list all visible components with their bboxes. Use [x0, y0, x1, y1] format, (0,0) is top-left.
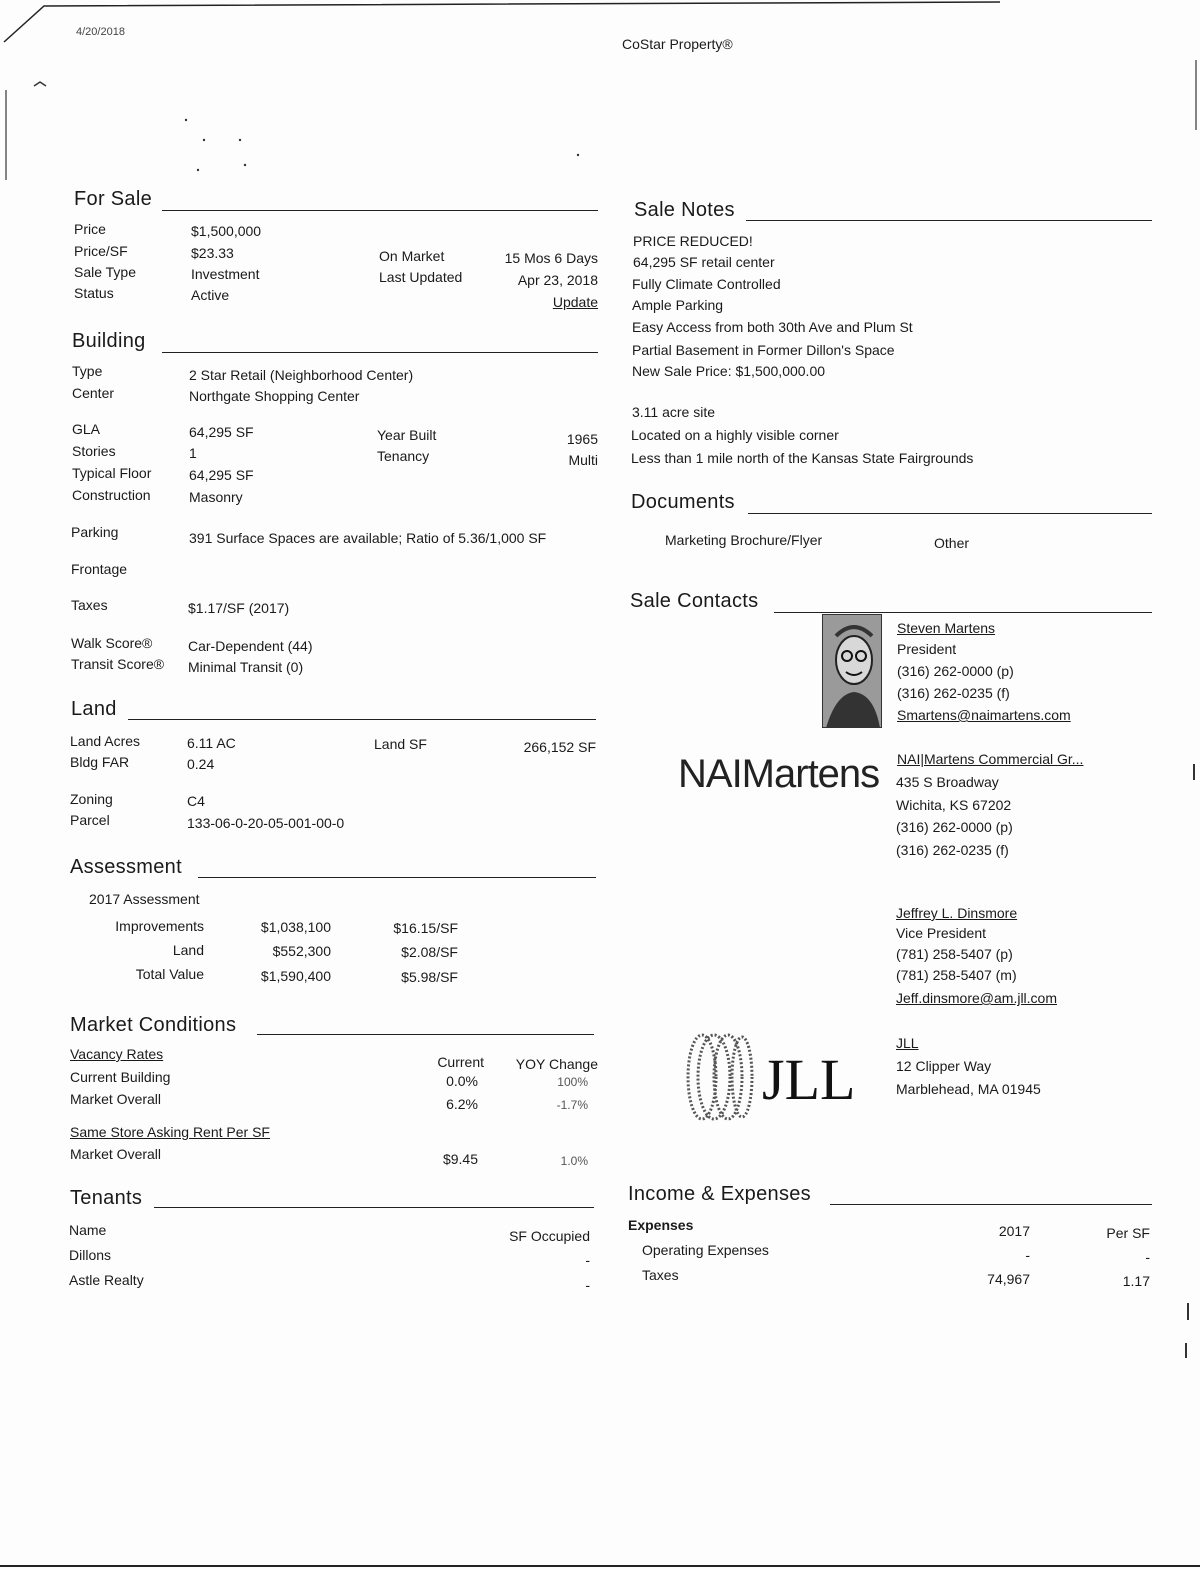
section-rule — [774, 612, 1152, 613]
label-gla: GLA — [72, 421, 101, 437]
contact1-title: President — [897, 641, 957, 657]
company2-address2: Marblehead, MA 01945 — [896, 1081, 1041, 1097]
vacancy-row-label: Market Overall — [70, 1091, 162, 1107]
section-rule — [748, 513, 1152, 514]
label-frontage: Frontage — [71, 561, 128, 577]
sale-note-line: Easy Access from both 30th Ave and Plum St — [632, 319, 913, 335]
label-typical-floor: Typical Floor — [72, 465, 152, 481]
value-year-built: 1965 — [566, 431, 598, 447]
value-price-sf: $23.33 — [191, 245, 234, 261]
assessment-per-sf: $2.08/SF — [401, 944, 458, 960]
assessment-per-sf: $5.98/SF — [401, 969, 458, 985]
expense-row-label: Operating Expenses — [642, 1242, 769, 1258]
label-status: Status — [74, 285, 114, 301]
sale-note-line: Located on a highly visible corner — [631, 427, 839, 443]
assessment-label: Improvements — [115, 918, 204, 934]
section-heading-documents: Documents — [631, 491, 735, 513]
label-price-sf: Price/SF — [74, 243, 128, 259]
value-status: Active — [191, 287, 230, 303]
assessment-label: Total Value — [135, 966, 204, 982]
contact2-name[interactable]: Jeffrey L. Dinsmore — [896, 905, 1018, 921]
app-title: CoStar Property® — [622, 36, 733, 52]
assessment-value: $552,300 — [272, 943, 331, 959]
section-heading-assessment: Assessment — [70, 856, 182, 878]
section-rule — [746, 220, 1152, 221]
value-stories: 1 — [189, 445, 197, 461]
value-walk-score: Car-Dependent (44) — [188, 638, 313, 654]
section-heading-income-expenses: Income & Expenses — [628, 1183, 811, 1205]
value-zoning: C4 — [187, 793, 205, 809]
value-land-acres: 6.11 AC — [187, 735, 236, 751]
vacancy-row-current: 6.2% — [446, 1096, 478, 1112]
label-parking: Parking — [71, 524, 119, 540]
section-rule — [830, 1204, 1152, 1205]
sale-note-line: Fully Climate Controlled — [632, 276, 781, 292]
company2-name[interactable]: JLL — [896, 1035, 919, 1051]
section-heading-for-sale: For Sale — [74, 188, 152, 210]
label-taxes: Taxes — [71, 597, 108, 613]
value-center: Northgate Shopping Center — [189, 388, 360, 404]
expenses-col-per-sf: Per SF — [1106, 1225, 1150, 1241]
assessment-per-sf: $16.15/SF — [393, 920, 458, 936]
value-gla: 64,295 SF — [189, 424, 254, 440]
sale-note-line: Partial Basement in Former Dillon's Space — [632, 342, 895, 358]
expenses-col-label: Expenses — [628, 1217, 694, 1233]
value-transit-score: Minimal Transit (0) — [188, 659, 304, 675]
tenant-sf: - — [585, 1277, 590, 1293]
contact1-email[interactable]: Smartens@naimartens.com — [897, 707, 1071, 723]
value-bldg-far: 0.24 — [187, 756, 215, 772]
scan-date: 4/20/2018 — [76, 26, 125, 38]
sale-note-line: 3.11 acre site — [632, 404, 716, 420]
vacancy-row-label: Current Building — [70, 1069, 171, 1085]
value-land-sf: 266,152 SF — [523, 739, 596, 755]
label-transit-score: Transit Score® — [71, 656, 165, 672]
section-heading-building: Building — [72, 330, 146, 352]
col-yoy-change: YOY Change — [515, 1056, 598, 1072]
vacancy-row-yoy: 100% — [557, 1075, 588, 1089]
contact2-title: Vice President — [896, 925, 987, 941]
expense-row-per-sf: - — [1145, 1249, 1150, 1265]
company1-phone: (316) 262-0000 (p) — [896, 819, 1013, 835]
expense-row-per-sf: 1.17 — [1122, 1273, 1150, 1289]
section-heading-sale-notes: Sale Notes — [634, 199, 735, 221]
section-rule — [162, 210, 598, 211]
tenant-name: Astle Realty — [69, 1272, 144, 1288]
label-construction: Construction — [72, 487, 151, 503]
value-sale-type: Investment — [191, 266, 260, 282]
sale-note-line: Ample Parking — [632, 297, 724, 313]
vacancy-rates-title: Vacancy Rates — [70, 1046, 164, 1062]
jll-logo-text: JLL — [762, 1047, 856, 1112]
assessment-label: Land — [172, 942, 204, 958]
value-last-updated: Apr 23, 2018 — [517, 272, 598, 288]
company2-address1: 12 Clipper Way — [896, 1058, 992, 1074]
section-rule — [162, 352, 598, 353]
sale-note-line: PRICE REDUCED! — [633, 233, 753, 249]
contact2-email[interactable]: Jeff.dinsmore@am.jll.com — [896, 990, 1057, 1006]
contact2-phone: (781) 258-5407 (p) — [896, 946, 1013, 962]
rent-row-current: $9.45 — [442, 1151, 478, 1167]
contact1-name[interactable]: Steven Martens — [897, 620, 996, 636]
expense-row-value: 74,967 — [987, 1271, 1030, 1287]
value-price: $1,500,000 — [191, 223, 262, 239]
vacancy-row-current: 0.0% — [446, 1073, 478, 1089]
tenants-col-sf: SF Occupied — [509, 1228, 590, 1244]
label-center: Center — [72, 385, 115, 401]
label-stories: Stories — [72, 443, 116, 459]
value-type: 2 Star Retail (Neighborhood Center) — [189, 367, 414, 383]
value-parking: 391 Surface Spaces are available; Ratio of 5.36/1,000 SF — [189, 530, 547, 546]
section-heading-tenants: Tenants — [70, 1187, 143, 1209]
expenses-col-year: 2017 — [998, 1223, 1030, 1239]
label-parcel: Parcel — [70, 812, 110, 828]
value-taxes: $1.17/SF (2017) — [188, 600, 290, 616]
rent-title: Same Store Asking Rent Per SF — [70, 1124, 270, 1140]
tenants-col-name: Name — [69, 1222, 107, 1238]
rent-row-yoy: 1.0% — [560, 1154, 588, 1168]
label-tenancy: Tenancy — [377, 448, 430, 464]
section-rule — [257, 1034, 594, 1035]
document-link-brochure[interactable]: Marketing Brochure/Flyer — [665, 532, 823, 548]
col-current: Current — [437, 1054, 484, 1070]
tenant-name: Dillons — [69, 1247, 112, 1263]
assessment-subheading: 2017 Assessment — [89, 891, 200, 907]
label-price: Price — [74, 221, 106, 237]
value-tenancy: Multi — [568, 452, 598, 468]
vacancy-row-yoy: -1.7% — [556, 1098, 588, 1112]
section-rule — [128, 719, 596, 720]
section-rule — [198, 877, 596, 878]
label-year-built: Year Built — [377, 427, 437, 443]
tenant-sf: - — [585, 1252, 590, 1268]
label-sale-type: Sale Type — [74, 264, 137, 280]
company1-address2: Wichita, KS 67202 — [896, 797, 1012, 813]
section-rule — [154, 1207, 594, 1208]
label-land-acres: Land Acres — [70, 733, 141, 749]
value-construction: Masonry — [189, 489, 243, 505]
contact2-mobile: (781) 258-5407 (m) — [896, 967, 1017, 983]
label-land-sf: Land SF — [374, 736, 427, 752]
label-zoning: Zoning — [70, 791, 113, 807]
label-on-market: On Market — [379, 248, 445, 264]
contact-photo — [822, 614, 882, 728]
label-walk-score: Walk Score® — [71, 635, 153, 651]
assessment-value: $1,590,400 — [260, 968, 331, 984]
section-heading-market-conditions: Market Conditions — [70, 1014, 237, 1036]
company1-address1: 435 S Broadway — [896, 774, 999, 790]
assessment-value: $1,038,100 — [260, 919, 331, 935]
company1-fax: (316) 262-0235 (f) — [896, 842, 1009, 858]
section-heading-sale-contacts: Sale Contacts — [630, 590, 759, 612]
sale-note-line: 64,295 SF retail center — [633, 254, 775, 270]
update-link[interactable]: Update — [552, 294, 598, 310]
value-typical-floor: 64,295 SF — [189, 467, 254, 483]
nai-martens-logo: NAIMartens — [678, 752, 880, 796]
section-heading-land: Land — [71, 698, 117, 720]
sale-note-line: Less than 1 mile north of the Kansas State Fairgrounds — [631, 450, 974, 466]
contact1-phone: (316) 262-0000 (p) — [897, 663, 1014, 679]
expense-row-value: - — [1025, 1247, 1030, 1263]
rent-row-label: Market Overall — [70, 1146, 162, 1162]
value-parcel: 133-06-0-20-05-001-00-0 — [187, 815, 345, 831]
label-bldg-far: Bldg FAR — [70, 754, 130, 770]
label-last-updated: Last Updated — [379, 269, 463, 285]
label-type: Type — [72, 363, 103, 379]
company1-name[interactable]: NAI|Martens Commercial Gr... — [897, 751, 1084, 767]
expense-row-label: Taxes — [642, 1267, 679, 1283]
document-link-other[interactable]: Other — [934, 535, 970, 551]
value-on-market: 15 Mos 6 Days — [504, 250, 598, 266]
sale-note-line: New Sale Price: $1,500,000.00 — [632, 363, 826, 379]
contact1-fax: (316) 262-0235 (f) — [897, 685, 1010, 701]
